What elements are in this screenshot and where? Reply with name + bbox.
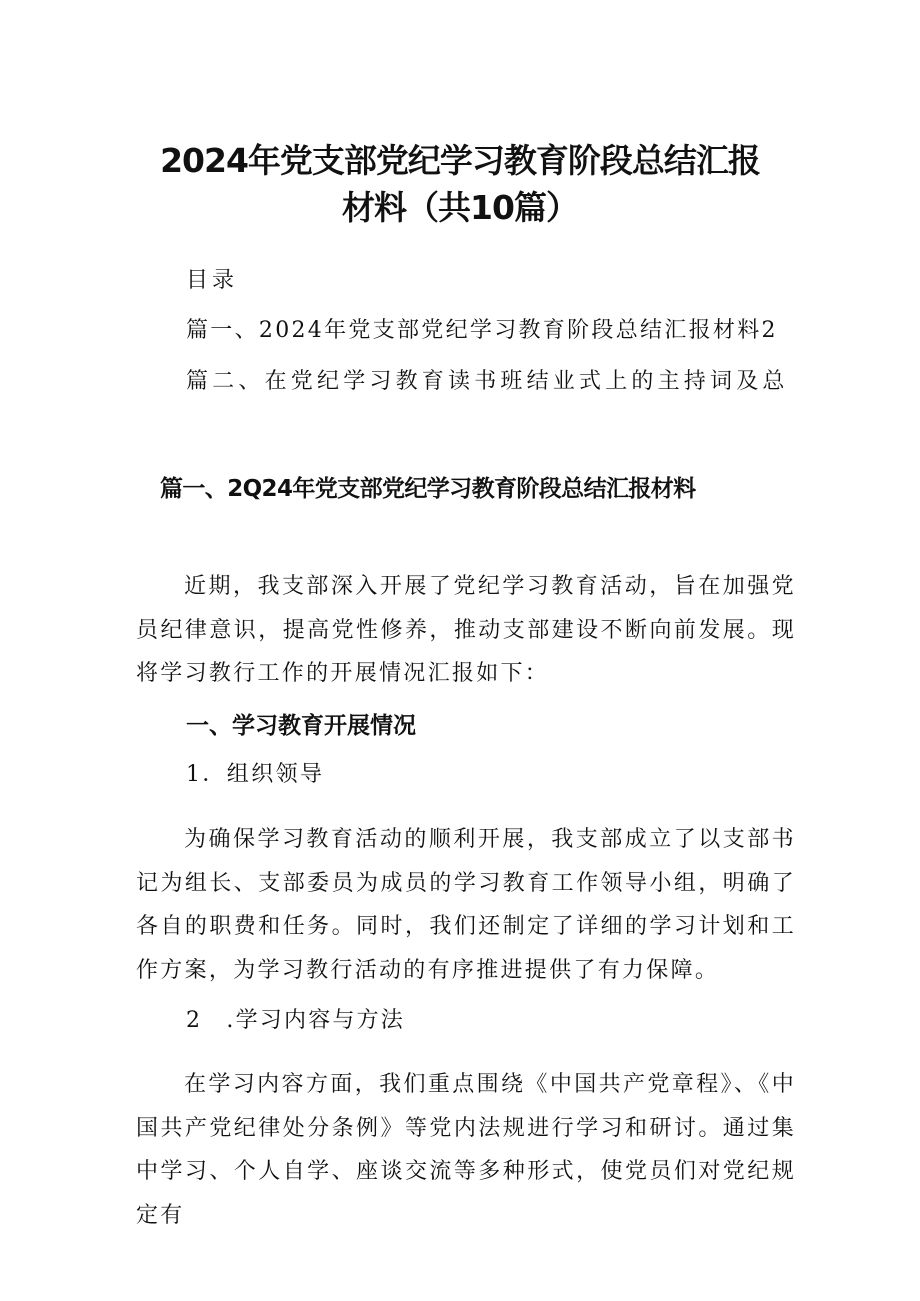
- paragraph-organization: 为确保学习教育活动的顺利开展，我支部成立了以支部书记为组长、支部委员为成员的学习教育工作领导小组，明确了各自的职费和任务。同时，我们还制定了详细的学习计划和工作方案，为学习教行活动的有序推进提供了有力保障。: [136, 827, 796, 983]
- toc-heading: 目录: [186, 268, 239, 293]
- document-title-line-1: 2024年党支部党纪学习教育阶段总结汇报: [160, 141, 760, 180]
- subheading-organization: 1．组织领导: [186, 762, 325, 787]
- paragraph-content-methods: 在学习内容方面，我们重点围绕《中国共产党章程》、《中国共产党纪律处分条例》等党内法规进行学习和研讨。通过集中学习、个人自学、座谈交流等多种形式，使党员们对党纪规定有: [136, 1072, 796, 1228]
- subheading-content-methods: 2 .学习内容与方法: [186, 1008, 405, 1033]
- toc-item-1[interactable]: 篇一、2024年党支部党纪学习教育阶段总结汇报材料2: [186, 318, 778, 343]
- heading-study-overview: 一、学习教育开展情况: [186, 713, 416, 739]
- section-title-part-1: 篇一、2Q24年党支部党纪学习教育阶段总结汇报材料: [160, 476, 696, 502]
- toc-item-2[interactable]: 篇二、在党纪学习教育读书班结业式上的主持词及总: [186, 369, 789, 394]
- document-title-line-2: 材料（共10篇）: [342, 188, 578, 227]
- paragraph-intro: 近期，我支部深入开展了党纪学习教育活动，旨在加强党员纪律意识，提高党性修养，推动支部建设不断向前发展。现将学习教行工作的开展情况汇报如下：: [136, 574, 796, 686]
